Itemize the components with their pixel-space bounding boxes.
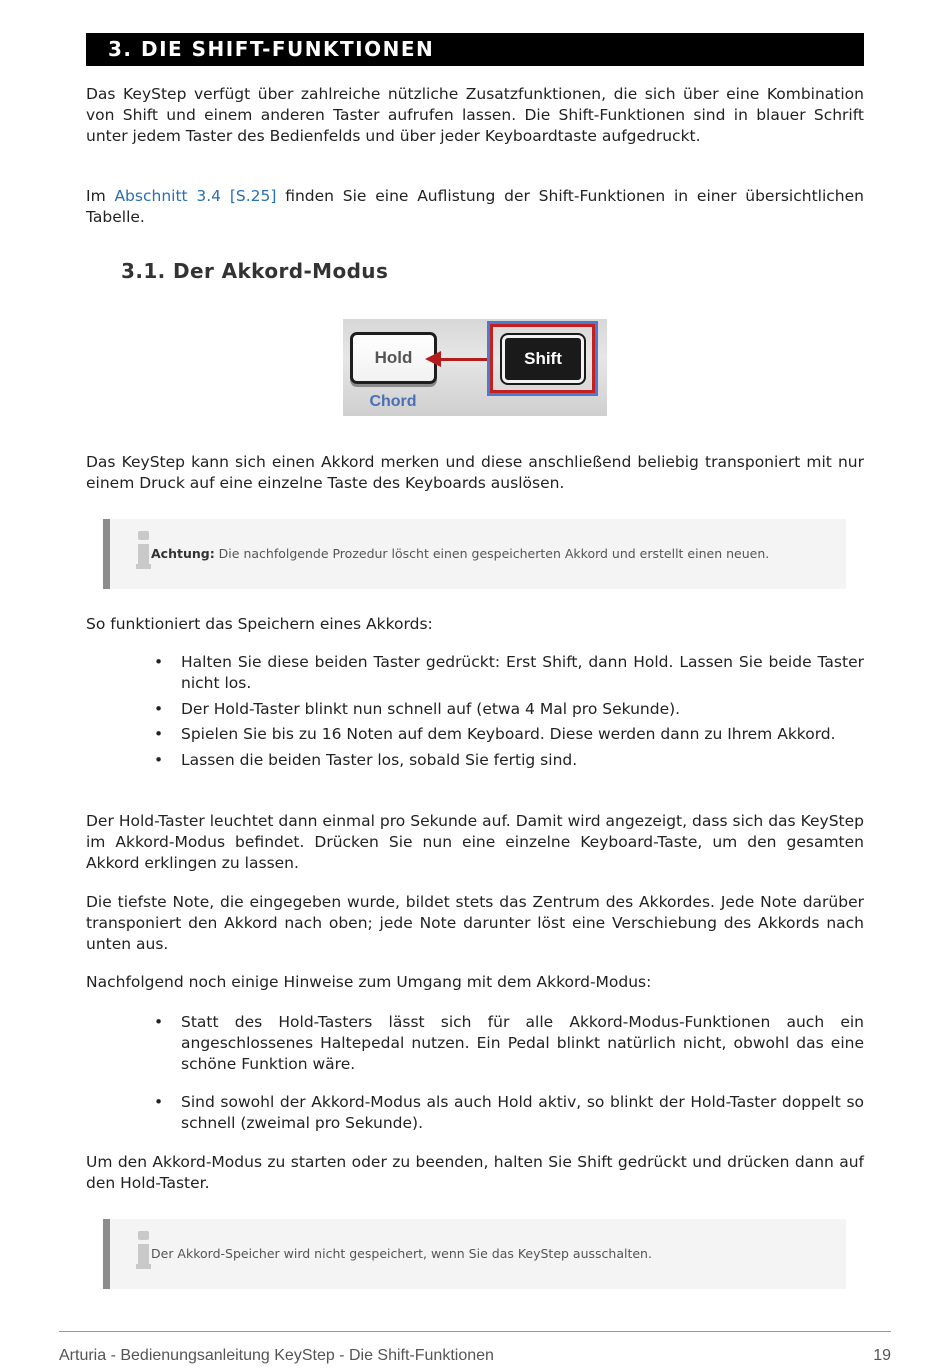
section-title: 3.1. Der Akkord-Modus: [121, 259, 389, 283]
list-item: • Statt des Hold-Tasters lässt sich für alle Akkord-Modus-Funktionen auch ein angeschlossenes Haltepedal nutzen. Ein Pedal blinkt natürlich nicht, obwohl das eine schöne Funktion wäre.: [86, 1012, 864, 1074]
hints-list: [86, 1012, 864, 1134]
list-item: • Sind sowohl der Akkord-Modus als auch Hold aktiv, so blinkt der Hold-Taster doppelt so schnell (zweimal pro Sekunde).: [86, 1092, 864, 1134]
warning-text: Die nachfolgende Prozedur löscht einen gespeicherten Akkord und erstellt einen neuen.: [214, 546, 770, 561]
info-icon: [136, 531, 150, 571]
hold-shift-figure: [343, 319, 607, 416]
footer-divider: [59, 1331, 891, 1332]
page-number: 19: [873, 1347, 891, 1364]
chapter-heading: 3. DIE SHIFT-FUNKTIONEN: [86, 33, 864, 66]
howto-paragraph: So funktioniert das Speichern eines Akkords:: [86, 615, 433, 633]
hold-button-illustration: Hold: [350, 332, 437, 384]
warning-note: [103, 519, 846, 589]
arrow-line: [439, 358, 493, 361]
list-item: • Spielen Sie bis zu 16 Noten auf dem Keyboard. Diese werden dann zu Ihrem Akkord.: [86, 724, 864, 745]
intro-paragraph: Das KeyStep verfügt über zahlreiche nützliche Zusatzfunktionen, die sich über eine Kombination von Shift und einem anderen Taster aufrufen lassen. Die Shift-Funktionen sind in blauer Schrift unter jedem Taster des Bedienfelds und über jeder Keyboardtaste aufgedruckt.: [86, 85, 864, 145]
steps-list: [86, 652, 864, 771]
info-note-text: Der Akkord-Speicher wird nicht gespeichert, wenn Sie das KeyStep ausschalten.: [151, 1246, 652, 1261]
shift-button-illustration: Shift: [502, 335, 584, 383]
info-note: [103, 1219, 846, 1289]
section-reference-link[interactable]: Abschnitt 3.4 [S.25]: [114, 187, 277, 205]
info-icon: [136, 1231, 150, 1271]
list-item: • Lassen die beiden Taster los, sobald Sie fertig sind.: [86, 750, 864, 771]
toggle-paragraph: Um den Akkord-Modus zu starten oder zu beenden, halten Sie Shift gedrückt und drücken dann auf den Hold-Taster.: [86, 1153, 864, 1192]
reference-suffix: finden Sie eine Auflistung der Shift-Funktionen in einer übersichtlichen Tabelle.: [86, 187, 864, 226]
chord-memory-paragraph: Das KeyStep kann sich einen Akkord merken und diese anschließend beliebig transponiert mit nur einem Druck auf eine einzelne Taste des Keyboards auslösen.: [86, 453, 864, 492]
warning-label: Achtung:: [151, 546, 215, 561]
hints-intro-paragraph: Nachfolgend noch einige Hinweise zum Umgang mit dem Akkord-Modus:: [86, 973, 652, 991]
section-reference-paragraph: [86, 186, 864, 228]
footer-title: Arturia - Bedienungsanleitung KeyStep - Die Shift-Funktionen: [59, 1347, 494, 1364]
list-item: • Der Hold-Taster blinkt nun schnell auf (etwa 4 Mal pro Sekunde).: [86, 699, 864, 720]
list-item: • Halten Sie diese beiden Taster gedrückt: Erst Shift, dann Hold. Lassen Sie beide Taster nicht los.: [86, 652, 864, 694]
lowest-note-paragraph: Die tiefste Note, die eingegeben wurde, bildet stets das Zentrum des Akkordes. Jede Note darüber transponiert den Akkord nach oben; jede Note darunter löst eine Verschiebung des Akkords nach unten aus.: [86, 893, 864, 953]
reference-prefix: Im: [86, 187, 115, 205]
warning-note-text: [151, 546, 769, 561]
chord-label: Chord: [369, 393, 417, 410]
hold-led-paragraph: Der Hold-Taster leuchtet dann einmal pro Sekunde auf. Damit wird angezeigt, dass sich das KeyStep im Akkord-Modus befindet. Drücken Sie nun eine einzelne Keyboard-Taste, um den gesamten Akkord erklingen zu lassen.: [86, 812, 864, 872]
arrow-left-icon: [425, 351, 441, 367]
